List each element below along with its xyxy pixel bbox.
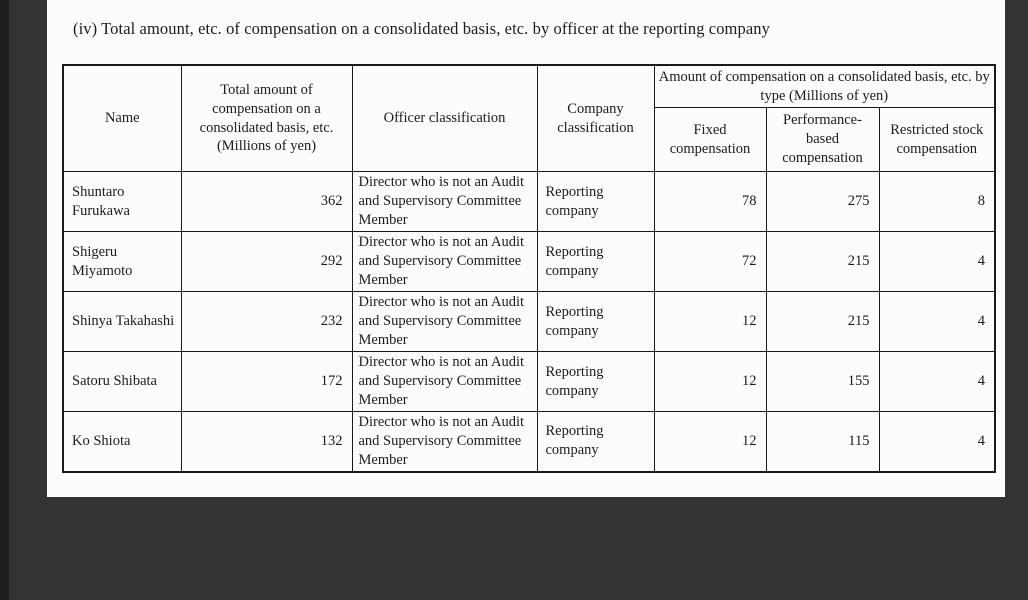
cell-fixed: 78: [654, 172, 766, 232]
cell-officer: Director who is not an Audit and Supervisory Committee Member: [352, 232, 537, 292]
table-row: [63, 352, 995, 412]
cell-fixed: 12: [654, 352, 766, 412]
cell-name: Satoru Shibata: [63, 352, 181, 412]
table-row: [63, 172, 995, 232]
col-header-name: Name: [63, 65, 181, 172]
col-header-performance: Performance-based compensation: [766, 108, 879, 172]
col-header-officer: Officer classification: [352, 65, 537, 172]
col-header-total: Total amount of compensation on a consolidated basis, etc. (Millions of yen): [181, 65, 352, 172]
cell-fixed: 12: [654, 412, 766, 472]
col-header-restricted: Restricted stock compensation: [879, 108, 995, 172]
cell-performance: 155: [766, 352, 879, 412]
viewer-left-edge: [0, 0, 9, 600]
cell-total: 232: [181, 292, 352, 352]
cell-performance: 115: [766, 412, 879, 472]
document-page: [47, 0, 1005, 497]
cell-name: Shinya Takahashi: [63, 292, 181, 352]
table-row: [63, 412, 995, 472]
cell-company: Reporting company: [537, 232, 654, 292]
cell-company: Reporting company: [537, 412, 654, 472]
cell-officer: Director who is not an Audit and Supervisory Committee Member: [352, 292, 537, 352]
cell-restricted: 4: [879, 292, 995, 352]
cell-officer: Director who is not an Audit and Supervisory Committee Member: [352, 172, 537, 232]
cell-restricted: 8: [879, 172, 995, 232]
cell-company: Reporting company: [537, 172, 654, 232]
col-header-group: Amount of compensation on a consolidated basis, etc. by type (Millions of yen): [654, 65, 995, 108]
col-header-fixed: Fixed compensation: [654, 108, 766, 172]
cell-total: 132: [181, 412, 352, 472]
cell-name: Shigeru Miyamoto: [63, 232, 181, 292]
cell-restricted: 4: [879, 232, 995, 292]
cell-company: Reporting company: [537, 352, 654, 412]
cell-company: Reporting company: [537, 292, 654, 352]
section-title: (iv) Total amount, etc. of compensation on a consolidated basis, etc. by officer at the reporting company: [73, 19, 770, 38]
cell-performance: 275: [766, 172, 879, 232]
cell-name: Ko Shiota: [63, 412, 181, 472]
cell-total: 292: [181, 232, 352, 292]
col-header-company: Company classification: [537, 65, 654, 172]
cell-performance: 215: [766, 292, 879, 352]
cell-total: 172: [181, 352, 352, 412]
table-row: [63, 292, 995, 352]
cell-fixed: 12: [654, 292, 766, 352]
header-row-top: [63, 65, 995, 108]
compensation-table: [62, 64, 996, 473]
cell-performance: 215: [766, 232, 879, 292]
cell-officer: Director who is not an Audit and Supervisory Committee Member: [352, 412, 537, 472]
cell-restricted: 4: [879, 352, 995, 412]
cell-name: Shuntaro Furukawa: [63, 172, 181, 232]
cell-fixed: 72: [654, 232, 766, 292]
cell-restricted: 4: [879, 412, 995, 472]
table-row: [63, 232, 995, 292]
cell-officer: Director who is not an Audit and Supervisory Committee Member: [352, 352, 537, 412]
cell-total: 362: [181, 172, 352, 232]
